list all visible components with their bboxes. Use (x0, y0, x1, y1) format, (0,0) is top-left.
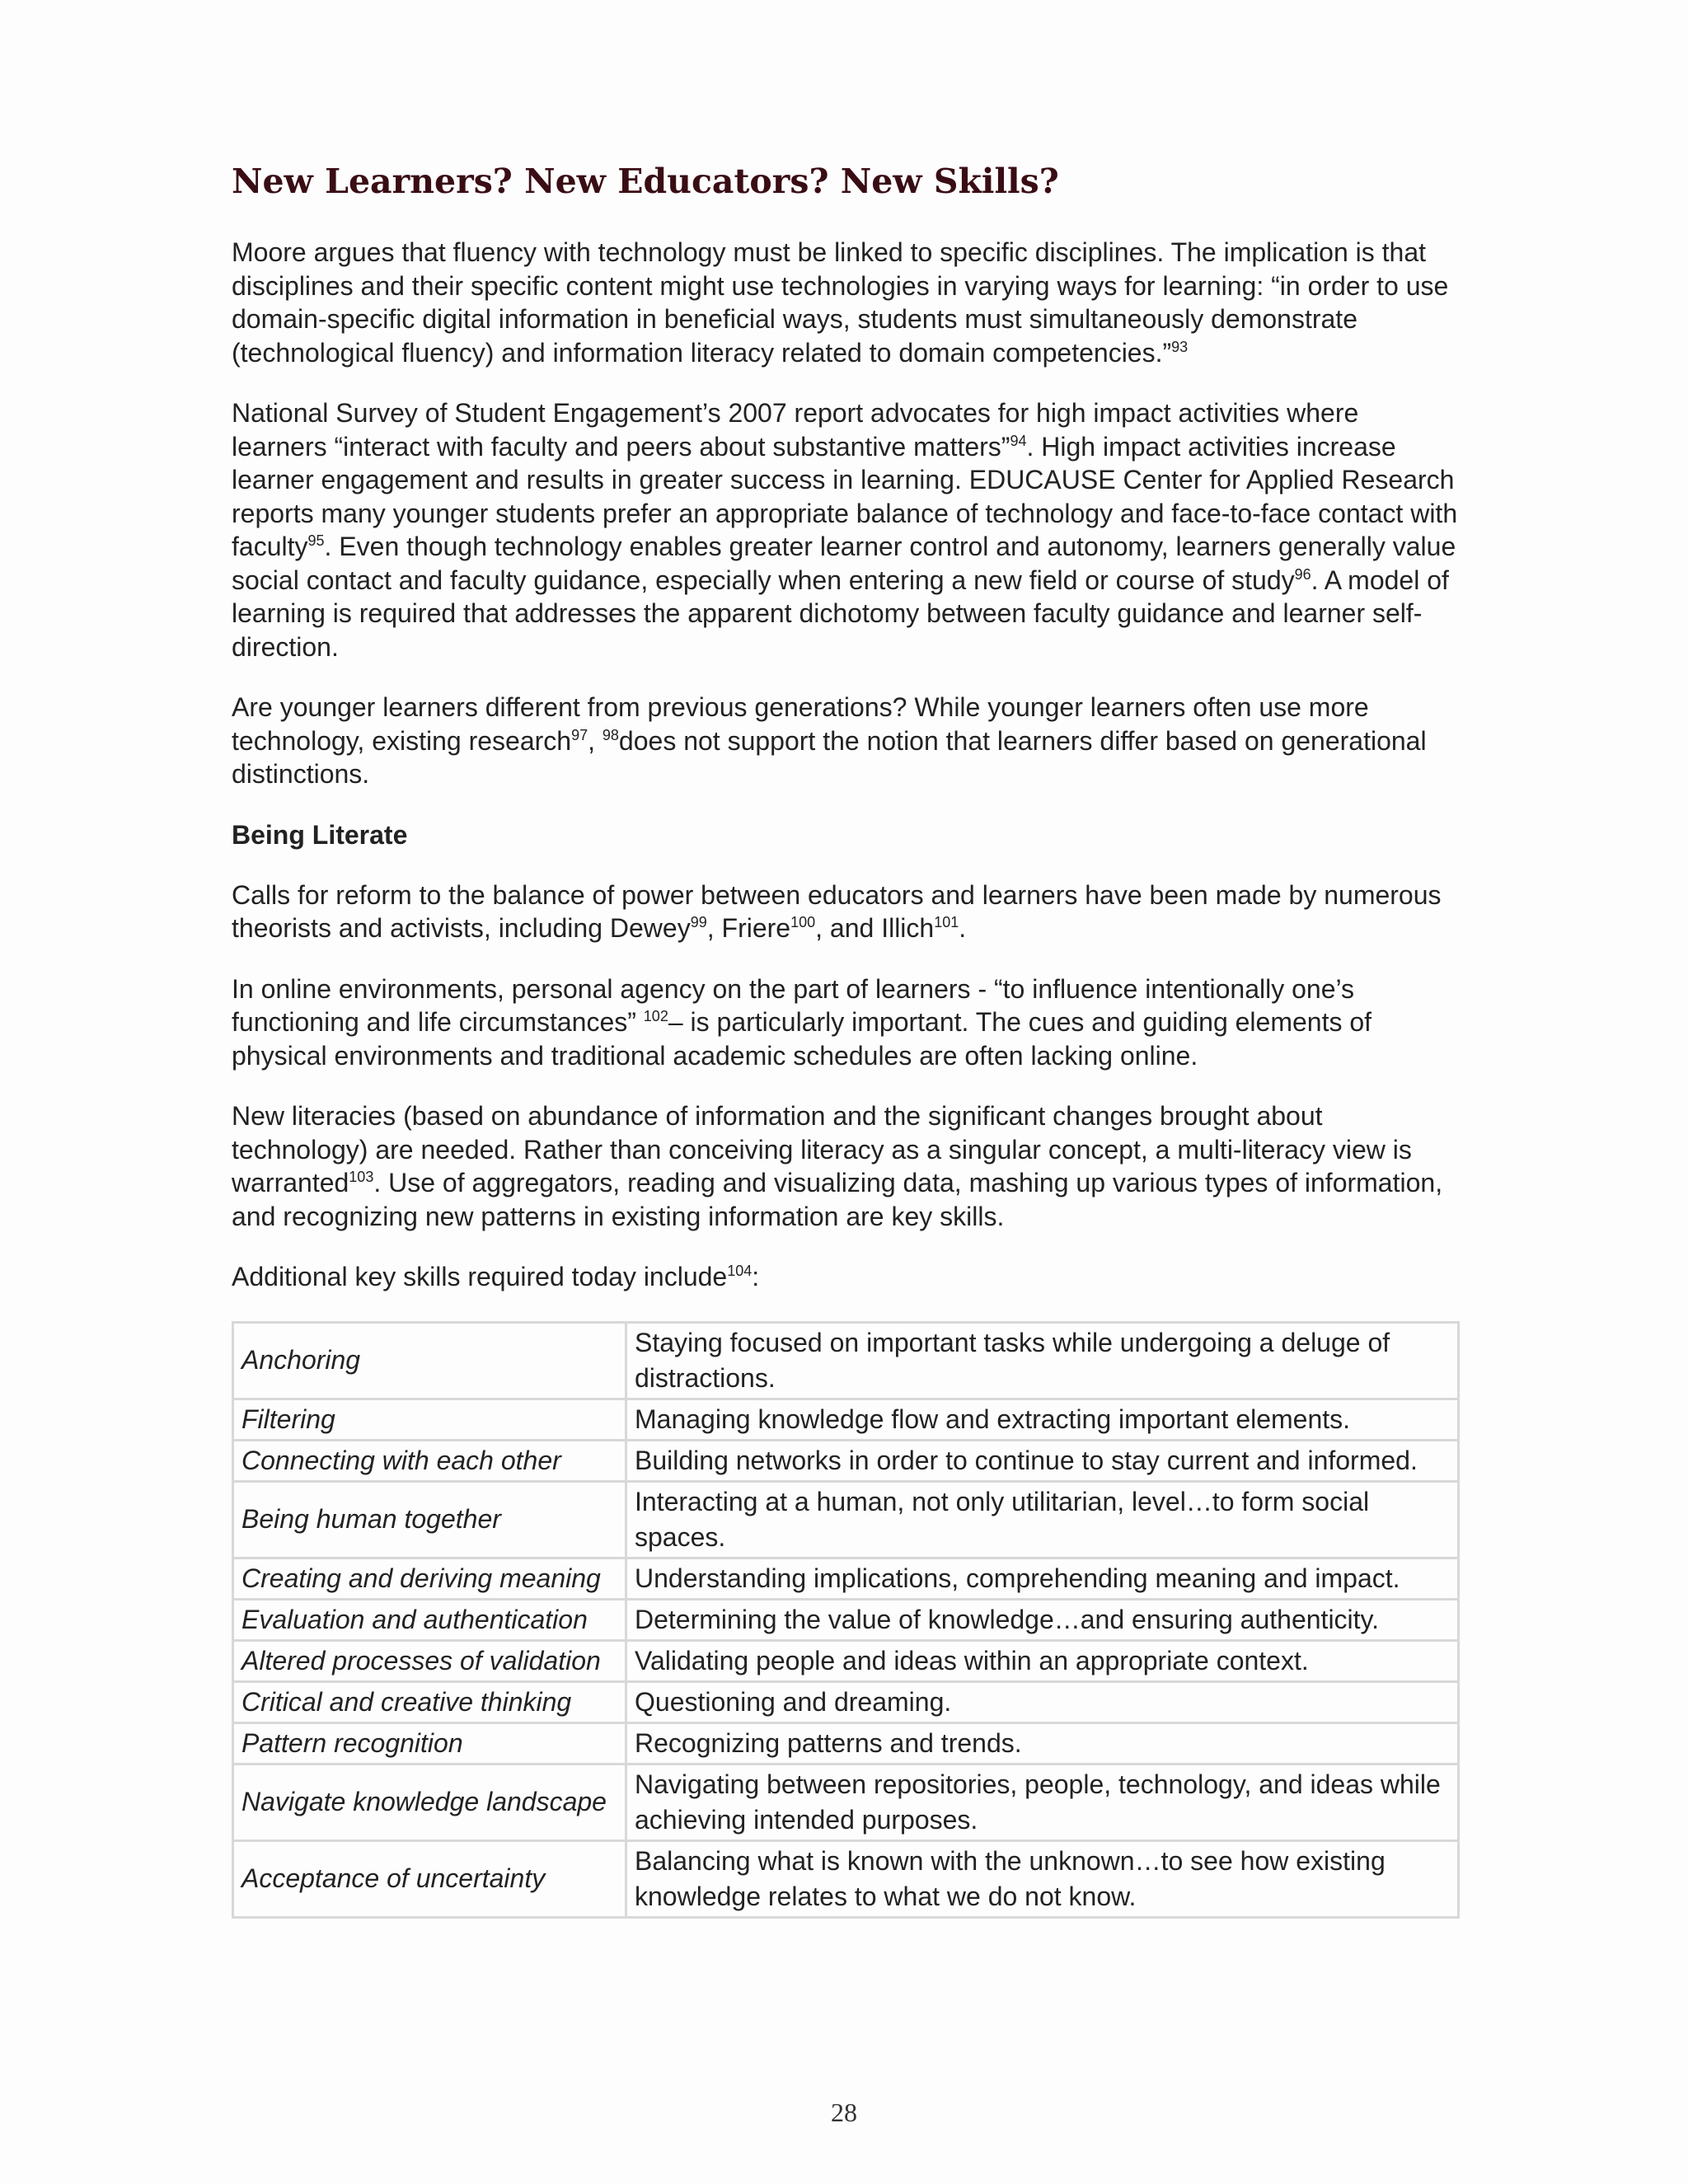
footnote-ref: 94 (1010, 432, 1027, 449)
footnote-ref: 101 (934, 914, 959, 930)
skill-description: Validating people and ideas within an appropriate context. (626, 1640, 1459, 1681)
paragraph-new-literacies (232, 1099, 1460, 1233)
table-row (233, 1681, 1459, 1722)
skill-description: Navigating between repositories, people, technology, and ideas while achieving intended purposes. (626, 1764, 1459, 1840)
paragraph-text: . Even though technology enables greater learner control and autonomy, learners generally value social contact and faculty guidance, especially when entering a new field or course of study (232, 532, 1456, 595)
footnote-ref: 102 (643, 1008, 668, 1024)
paragraph-text: – is particularly important. The cues and guiding elements of physical environments and traditional academic schedules are often lacking online. (232, 1007, 1372, 1071)
table-row (233, 1481, 1459, 1558)
skill-term: Acceptance of uncertainty (233, 1840, 626, 1917)
subheading: Being Literate (232, 819, 408, 850)
paragraph-text: . High impact activities increase learner engagement and results in greater success in learning. EDUCAUSE Center for Applied Research reports many younger students prefer an appropriate balance of technology and face-to-face contact with faculty (232, 431, 1458, 561)
paragraph-text: . A model of learning is required that addresses the apparent dichotomy between faculty guidance and learner self-direction. (232, 565, 1449, 662)
paragraph-text: : (752, 1262, 760, 1291)
skill-description: Questioning and dreaming. (626, 1681, 1459, 1722)
skill-term: Filtering (233, 1399, 626, 1440)
skill-term: Evaluation and authentication (233, 1599, 626, 1640)
skill-term: Creating and deriving meaning (233, 1558, 626, 1599)
skill-term: Anchoring (233, 1322, 626, 1399)
footnote-ref: 93 (1171, 338, 1189, 355)
page-content (232, 157, 1460, 1919)
footnote-ref: 104 (727, 1263, 753, 1279)
paragraph-text: . (959, 913, 967, 943)
footnote-ref: 97 (571, 726, 588, 743)
footnote-ref: 96 (1294, 565, 1311, 583)
skill-term: Altered processes of validation (233, 1640, 626, 1681)
skill-description: Staying focused on important tasks while undergoing a deluge of distractions. (626, 1322, 1459, 1399)
table-row (233, 1558, 1459, 1599)
table-row (233, 1399, 1459, 1440)
skill-description: Balancing what is known with the unknown…to see how existing knowledge relates to what we do not know. (626, 1840, 1459, 1917)
table-row (233, 1640, 1459, 1681)
footnote-ref: 99 (690, 914, 707, 930)
paragraph-younger-learners (232, 691, 1460, 791)
skill-term: Pattern recognition (233, 1722, 626, 1764)
table-row (233, 1722, 1459, 1764)
skill-description: Building networks in order to continue to stay current and informed. (626, 1440, 1459, 1481)
paragraph-moore (232, 236, 1460, 369)
paragraph-reform (232, 879, 1460, 945)
paragraph-text: Moore argues that fluency with technology must be linked to specific disciplines. The implication is that disciplines and their specific content might use technologies in varying ways for learning: “in order to use domain-specific digital information in beneficial ways, students must simultaneously demonstrate (technological fluency) and information literacy related to domain competencies.” (232, 237, 1449, 368)
paragraph-nsse (232, 396, 1460, 663)
table-row (233, 1322, 1459, 1399)
paragraph-text: New literacies (based on abundance of information and the significant changes brought about technology) are needed. Rather than conceiving literacy as a singular concept, a multi-literacy view is warranted (232, 1101, 1412, 1197)
skills-table (232, 1321, 1460, 1919)
paragraph-text: Calls for reform to the balance of power between educators and learners have been made by numerous theorists and activists, including Dewey (232, 879, 1442, 943)
skill-term: Critical and creative thinking (233, 1681, 626, 1722)
table-row (233, 1764, 1459, 1840)
skill-term: Connecting with each other (233, 1440, 626, 1481)
skill-term: Being human together (233, 1481, 626, 1558)
section-heading: New Learners? New Educators? New Skills? (232, 162, 1059, 201)
footnote-ref: 98 (602, 726, 619, 743)
footnote-ref: 103 (349, 1169, 374, 1185)
skill-term: Navigate knowledge landscape (233, 1764, 626, 1840)
paragraph-text: Additional key skills required today include (232, 1262, 728, 1291)
paragraph-text: . Use of aggregators, reading and visualizing data, mashing up various types of information, and recognizing new patterns in existing information are key skills. (232, 1168, 1443, 1231)
paragraph-text: , and Illich (815, 913, 935, 943)
skill-description: Understanding implications, comprehending meaning and impact. (626, 1558, 1459, 1599)
skill-description: Managing knowledge flow and extracting important elements. (626, 1399, 1459, 1440)
skill-description: Determining the value of knowledge…and ensuring authenticity. (626, 1599, 1459, 1640)
footnote-ref: 95 (307, 532, 325, 549)
paragraph-online-agency (232, 972, 1460, 1073)
footnote-ref: 100 (790, 914, 816, 930)
paragraph-text: , (588, 725, 603, 756)
paragraph-key-skills-intro (232, 1260, 1460, 1294)
paragraph-text: , Friere (706, 913, 791, 943)
paragraph-text: National Survey of Student Engagement’s 2007 report advocates for high impact activities where learners “interact with faculty and peers about substantive matters” (232, 398, 1359, 462)
paragraph-text: does not support the notion that learners differ based on generational distinctions. (232, 725, 1427, 789)
skill-description: Recognizing patterns and trends. (626, 1722, 1459, 1764)
table-row (233, 1440, 1459, 1481)
skill-description: Interacting at a human, not only utilitarian, level…to form social spaces. (626, 1481, 1459, 1558)
paragraph-text: In online environments, personal agency on the part of learners - “to influence intentionally one’s functioning and life circumstances” (232, 973, 1355, 1037)
table-row (233, 1840, 1459, 1917)
paragraph-text: Are younger learners different from previous generations? While younger learners often use more technology, existing research (232, 692, 1369, 756)
table-row (233, 1599, 1459, 1640)
page-number: 28 (831, 2097, 857, 2127)
